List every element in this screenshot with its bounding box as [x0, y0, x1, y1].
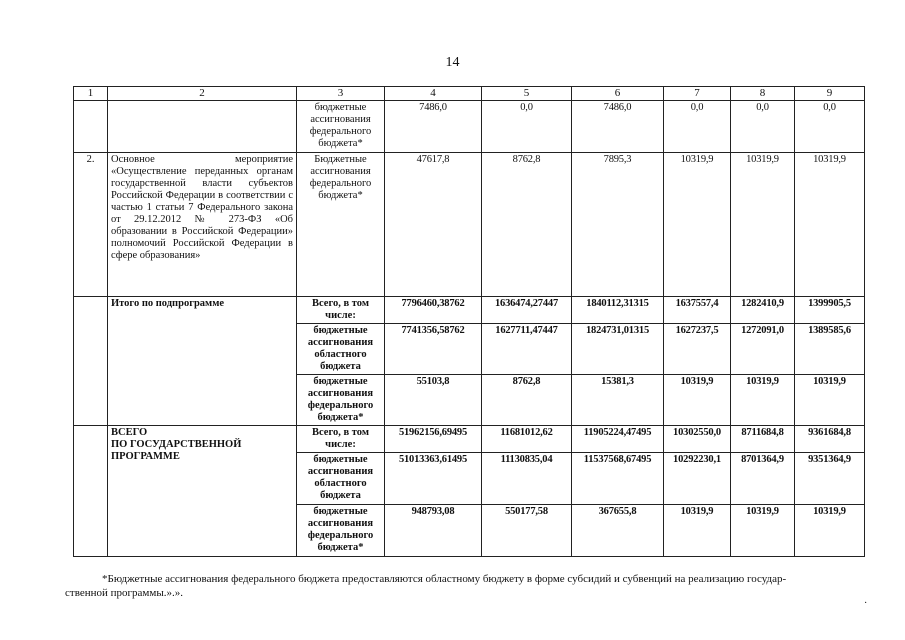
name-cell: Основное мероприятие «Осуществление переданных органам государственной власти субъектов Российской Федерации в соответствии с частью 1 статьи 7 Федерального закона от 29.12.2012 № 273-ФЗ «Об образовании в Российской Федерации» полномочий Российской Федерации в сфере образования» [108, 153, 297, 297]
value-cell: 1399905,5 [795, 297, 865, 324]
value-cell: 10319,9 [795, 505, 865, 557]
value-cell: 11537568,67495 [572, 453, 664, 505]
footnote-line1: *Бюджетные ассигнования федерального бюджета предоставляются областному бюджету в форме субсидий и субвенций на реализацию государ- [102, 573, 787, 585]
value-cell: 10319,9 [731, 505, 795, 557]
num-cell [74, 426, 108, 557]
source-cell: бюджетные ассигнования федерального бюджета* [297, 375, 385, 426]
value-cell: 0,0 [664, 101, 731, 153]
value-cell: 15381,3 [572, 375, 664, 426]
value-cell: 9361684,8 [795, 426, 865, 453]
table-row [74, 153, 865, 297]
value-cell: 51962156,69495 [385, 426, 482, 453]
value-cell: 55103,8 [385, 375, 482, 426]
value-cell: 1627711,47447 [482, 324, 572, 375]
value-cell: 10319,9 [731, 375, 795, 426]
header-cell: 2 [108, 87, 297, 101]
source-cell: Всего, в том числе: [297, 297, 385, 324]
value-cell: 10319,9 [731, 153, 795, 297]
value-cell: 10302550,0 [664, 426, 731, 453]
footnote-line2: ственной программы.».». [65, 587, 183, 599]
source-cell: Всего, в том числе: [297, 426, 385, 453]
value-cell: 7486,0 [385, 101, 482, 153]
value-cell: 948793,08 [385, 505, 482, 557]
value-cell: 10319,9 [795, 375, 865, 426]
value-cell: 10319,9 [664, 505, 731, 557]
value-cell: 11905224,47495 [572, 426, 664, 453]
value-cell: 7895,3 [572, 153, 664, 297]
table-row [74, 297, 865, 324]
value-cell: 1272091,0 [731, 324, 795, 375]
num-cell [74, 101, 108, 153]
header-cell: 1 [74, 87, 108, 101]
subprogram-label: Итого по подпрограмме [108, 297, 297, 426]
value-cell: 9351364,9 [795, 453, 865, 505]
name-cell [108, 101, 297, 153]
value-cell: 0,0 [482, 101, 572, 153]
header-cell: 8 [731, 87, 795, 101]
source-cell: бюджетные ассигнования областного бюджета [297, 453, 385, 505]
value-cell: 10319,9 [664, 153, 731, 297]
header-cell: 7 [664, 87, 731, 101]
value-cell: 550177,58 [482, 505, 572, 557]
total-label-line2: ПО ГОСУДАРСТВЕННОЙ ПРОГРАММЕ [111, 439, 242, 462]
value-cell: 11681012,62 [482, 426, 572, 453]
table-row [74, 426, 865, 453]
value-cell: 10292230,1 [664, 453, 731, 505]
total-label-line1: ВСЕГО [111, 427, 148, 438]
header-cell: 4 [385, 87, 482, 101]
table-header-row [74, 87, 865, 101]
header-cell: 5 [482, 87, 572, 101]
value-cell: 7741356,58762 [385, 324, 482, 375]
value-cell: 1840112,31315 [572, 297, 664, 324]
value-cell: 367655,8 [572, 505, 664, 557]
value-cell: 1824731,01315 [572, 324, 664, 375]
value-cell: 1637557,4 [664, 297, 731, 324]
value-cell: 0,0 [731, 101, 795, 153]
value-cell: 10319,9 [795, 153, 865, 297]
value-cell: 11130835,04 [482, 453, 572, 505]
header-cell: 9 [795, 87, 865, 101]
table-row [74, 101, 865, 153]
value-cell: 8701364,9 [731, 453, 795, 505]
header-cell: 3 [297, 87, 385, 101]
value-cell: 7486,0 [572, 101, 664, 153]
value-cell: 8762,8 [482, 153, 572, 297]
budget-table [73, 86, 865, 557]
header-cell: 6 [572, 87, 664, 101]
source-cell: бюджетные ассигнования федерального бюджета* [297, 101, 385, 153]
value-cell: 1389585,6 [795, 324, 865, 375]
value-cell: 1636474,27447 [482, 297, 572, 324]
margin-mark: · [864, 598, 868, 609]
page-number: 14 [445, 55, 460, 70]
source-cell: Бюджетные ассигнования федерального бюджета* [297, 153, 385, 297]
value-cell: 7796460,38762 [385, 297, 482, 324]
program-total-label [108, 426, 297, 557]
num-cell: 2. [74, 153, 108, 297]
value-cell: 1282410,9 [731, 297, 795, 324]
footnote [65, 572, 864, 600]
source-cell: бюджетные ассигнования федерального бюджета* [297, 505, 385, 557]
value-cell: 8762,8 [482, 375, 572, 426]
value-cell: 47617,8 [385, 153, 482, 297]
num-cell [74, 297, 108, 426]
value-cell: 0,0 [795, 101, 865, 153]
value-cell: 51013363,61495 [385, 453, 482, 505]
source-cell: бюджетные ассигнования областного бюджета [297, 324, 385, 375]
value-cell: 8711684,8 [731, 426, 795, 453]
value-cell: 10319,9 [664, 375, 731, 426]
value-cell: 1627237,5 [664, 324, 731, 375]
